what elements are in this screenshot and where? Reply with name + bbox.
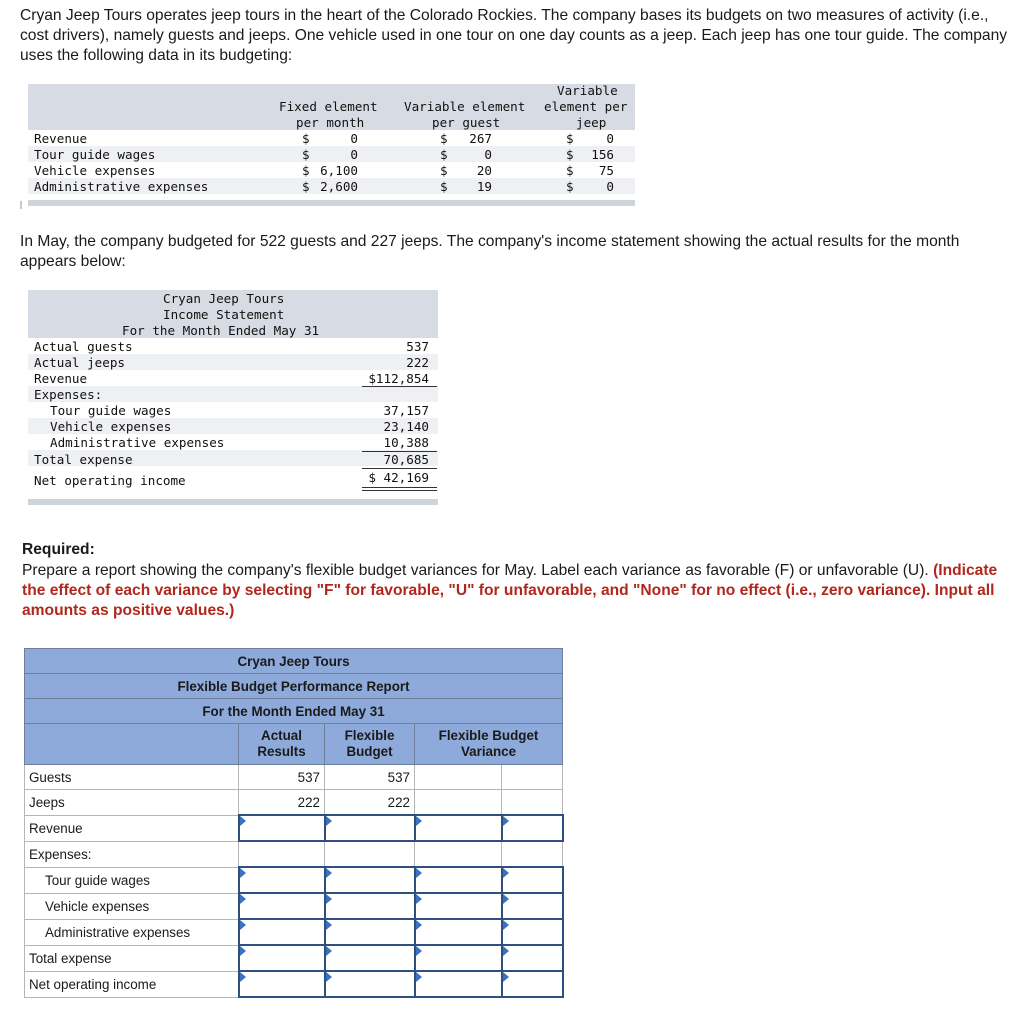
is-value-actual-jeeps: 222 — [406, 355, 429, 370]
cost-fixed-sign: $ — [302, 179, 310, 194]
input-marker-icon — [326, 972, 332, 982]
required-instruction: (Indicate the effect of each variance by selecting "F" for favorable, "U" for unfavorable, and "None" for no effect (i.e., zero variance). Input all amounts as positive values.) — [22, 562, 998, 619]
col-guest-header-1: Variable element — [404, 99, 526, 114]
col-fixed-header-1: Fixed element — [279, 99, 378, 114]
required-heading: Required: — [22, 541, 95, 558]
dropdown-marker-icon — [503, 920, 509, 930]
double-underline-top — [362, 487, 437, 488]
report-guests-actual: 537 — [239, 765, 325, 790]
cost-fixed-sign: $ — [302, 147, 310, 162]
report-guests-flexible: 537 — [325, 765, 415, 790]
vehicle-effect-select[interactable] — [502, 893, 563, 919]
cost-row-label: Revenue — [34, 131, 88, 146]
cost-fixed-value: 0 — [350, 147, 358, 162]
is-label-expenses: Expenses: — [34, 387, 103, 402]
is-value-noi: $ 42,169 — [368, 470, 429, 485]
is-value-actual-guests: 537 — [406, 339, 429, 354]
report-empty-cell — [415, 765, 502, 790]
report-empty-cell — [502, 841, 563, 867]
total-actual-input[interactable] — [239, 945, 325, 971]
dropdown-marker-icon — [503, 946, 509, 956]
report-empty-cell — [415, 841, 502, 867]
cost-jeep-sign: $ — [566, 163, 574, 178]
is-label-admin: Administrative expenses — [50, 435, 225, 450]
is-value-admin: 10,388 — [383, 435, 429, 450]
is-label-vehicle: Vehicle expenses — [50, 419, 172, 434]
report-title-period: For the Month Ended May 31 — [25, 699, 563, 724]
report-empty-cell — [415, 790, 502, 816]
report-title-name: Flexible Budget Performance Report — [25, 674, 563, 699]
cost-jeep-value: 75 — [598, 163, 614, 178]
cost-jeep-sign: $ — [566, 147, 574, 162]
cost-fixed-value: 0 — [350, 131, 358, 146]
is-label-noi: Net operating income — [34, 473, 186, 488]
is-label-total-expense: Total expense — [34, 452, 133, 467]
report-empty-cell — [325, 841, 415, 867]
cost-fixed-value: 2,600 — [320, 179, 358, 194]
input-marker-icon — [240, 894, 246, 904]
cost-guest-value: 267 — [469, 131, 492, 146]
cost-jeep-value: 156 — [591, 147, 614, 162]
is-label-actual-jeeps: Actual jeeps — [34, 355, 125, 370]
is-title-statement: Income Statement — [163, 307, 285, 322]
cost-table-scroll-edge — [20, 201, 22, 209]
input-marker-icon — [326, 946, 332, 956]
cost-guest-value: 20 — [476, 163, 492, 178]
report-col-blank — [25, 724, 239, 765]
col-fixed-header-2: per month — [296, 115, 365, 130]
intro-paragraph: Cryan Jeep Tours operates jeep tours in the heart of the Colorado Rockies. The company bases its budgets on two measures of activity (i.e., cost drivers), namely guests and jeeps. One vehicle used in one tour on one day counts as a jeep. Each jeep has one tour guide. The company uses the following data in its budgeting: — [20, 7, 1008, 64]
report-jeeps-flexible: 222 — [325, 790, 415, 816]
required-text — [22, 561, 1017, 621]
cost-row-label: Tour guide wages — [34, 147, 156, 162]
total-flexible-input[interactable] — [325, 945, 415, 971]
vehicle-flexible-input[interactable] — [325, 893, 415, 919]
input-marker-icon — [416, 972, 422, 982]
report-row-label-total: Total expense — [25, 945, 239, 971]
is-label-actual-guests: Actual guests — [34, 339, 133, 354]
report-row-label-revenue: Revenue — [25, 815, 239, 841]
revenue-effect-select[interactable] — [502, 815, 563, 841]
flexible-budget-report — [24, 648, 564, 998]
input-marker-icon — [240, 972, 246, 982]
tour-guide-effect-select[interactable] — [502, 867, 563, 893]
report-empty-cell — [502, 790, 563, 816]
underline — [362, 468, 437, 469]
cost-row-label: Vehicle expenses — [34, 163, 156, 178]
tour-guide-actual-input[interactable] — [239, 867, 325, 893]
input-marker-icon — [416, 868, 422, 878]
report-row-label-admin: Administrative expenses — [25, 919, 239, 945]
noi-actual-input[interactable] — [239, 971, 325, 997]
admin-variance-input[interactable] — [415, 919, 502, 945]
report-jeeps-actual: 222 — [239, 790, 325, 816]
is-value-total-expense: 70,685 — [383, 452, 429, 467]
required-prompt: Prepare a report showing the company's flexible budget variances for May. Label each variance as favorable (F) or unfavorable (U). — [22, 562, 929, 579]
tour-guide-flexible-input[interactable] — [325, 867, 415, 893]
report-empty-cell — [239, 841, 325, 867]
report-row-label-vehicle: Vehicle expenses — [25, 893, 239, 919]
report-title-company: Cryan Jeep Tours — [25, 649, 563, 674]
cost-jeep-value: 0 — [606, 131, 614, 146]
cost-guest-sign: $ — [440, 147, 448, 162]
revenue-actual-input[interactable] — [239, 815, 325, 841]
cost-guest-sign: $ — [440, 131, 448, 146]
admin-flexible-input[interactable] — [325, 919, 415, 945]
noi-flexible-input[interactable] — [325, 971, 415, 997]
vehicle-variance-input[interactable] — [415, 893, 502, 919]
col-jeep-header-3: jeep — [576, 115, 607, 130]
report-row-label-expenses: Expenses: — [25, 841, 239, 867]
may-paragraph: In May, the company budgeted for 522 guests and 227 jeeps. The company's income statement showing the actual results for the month appears below: — [20, 233, 960, 270]
revenue-variance-input[interactable] — [415, 815, 502, 841]
noi-effect-select[interactable] — [502, 971, 563, 997]
dropdown-marker-icon — [503, 972, 509, 982]
cost-row-label: Administrative expenses — [34, 179, 209, 194]
cost-jeep-sign: $ — [566, 131, 574, 146]
col-guest-header-2: per guest — [432, 115, 501, 130]
input-marker-icon — [326, 894, 332, 904]
input-marker-icon — [326, 920, 332, 930]
input-marker-icon — [416, 920, 422, 930]
noi-variance-input[interactable] — [415, 971, 502, 997]
report-col-variance: Flexible Budget Variance — [415, 724, 563, 765]
vehicle-actual-input[interactable] — [239, 893, 325, 919]
admin-actual-input[interactable] — [239, 919, 325, 945]
col-jeep-header-2: element per — [544, 99, 628, 114]
is-title-company: Cryan Jeep Tours — [163, 291, 285, 306]
cost-jeep-sign: $ — [566, 179, 574, 194]
input-marker-icon — [240, 868, 246, 878]
is-value-vehicle: 23,140 — [383, 419, 429, 434]
double-underline-bottom — [362, 490, 437, 491]
cost-fixed-sign: $ — [302, 163, 310, 178]
dropdown-marker-icon — [503, 868, 509, 878]
cost-guest-value: 19 — [476, 179, 492, 194]
report-row-label-tour-guide: Tour guide wages — [25, 867, 239, 893]
cost-fixed-sign: $ — [302, 131, 310, 146]
total-effect-select[interactable] — [502, 945, 563, 971]
is-value-tour-guide: 37,157 — [383, 403, 429, 418]
cost-fixed-value: 6,100 — [320, 163, 358, 178]
dropdown-marker-icon — [503, 894, 509, 904]
cost-jeep-value: 0 — [606, 179, 614, 194]
is-value-revenue: $112,854 — [368, 371, 429, 386]
report-col-actual: Actual Results — [239, 724, 325, 765]
input-marker-icon — [326, 816, 332, 826]
col-jeep-header-1: Variable — [557, 83, 618, 98]
report-row-label-guests: Guests — [25, 765, 239, 790]
cost-table-footer — [28, 200, 635, 206]
dropdown-marker-icon — [503, 816, 509, 826]
cost-guest-value: 0 — [484, 147, 492, 162]
input-marker-icon — [240, 816, 246, 826]
report-col-flexible: Flexible Budget — [325, 724, 415, 765]
is-label-revenue: Revenue — [34, 371, 88, 386]
revenue-flexible-input[interactable] — [325, 815, 415, 841]
input-marker-icon — [326, 868, 332, 878]
input-marker-icon — [416, 894, 422, 904]
report-row-label-noi: Net operating income — [25, 971, 239, 997]
cost-guest-sign: $ — [440, 179, 448, 194]
input-marker-icon — [416, 946, 422, 956]
cost-guest-sign: $ — [440, 163, 448, 178]
report-empty-cell — [502, 765, 563, 790]
total-variance-input[interactable] — [415, 945, 502, 971]
tour-guide-variance-input[interactable] — [415, 867, 502, 893]
input-marker-icon — [240, 946, 246, 956]
input-marker-icon — [416, 816, 422, 826]
income-statement-footer — [28, 499, 438, 505]
input-marker-icon — [240, 920, 246, 930]
admin-effect-select[interactable] — [502, 919, 563, 945]
report-row-label-jeeps: Jeeps — [25, 790, 239, 816]
is-title-period: For the Month Ended May 31 — [122, 323, 320, 338]
is-label-tour-guide: Tour guide wages — [50, 403, 172, 418]
underline — [362, 386, 437, 387]
